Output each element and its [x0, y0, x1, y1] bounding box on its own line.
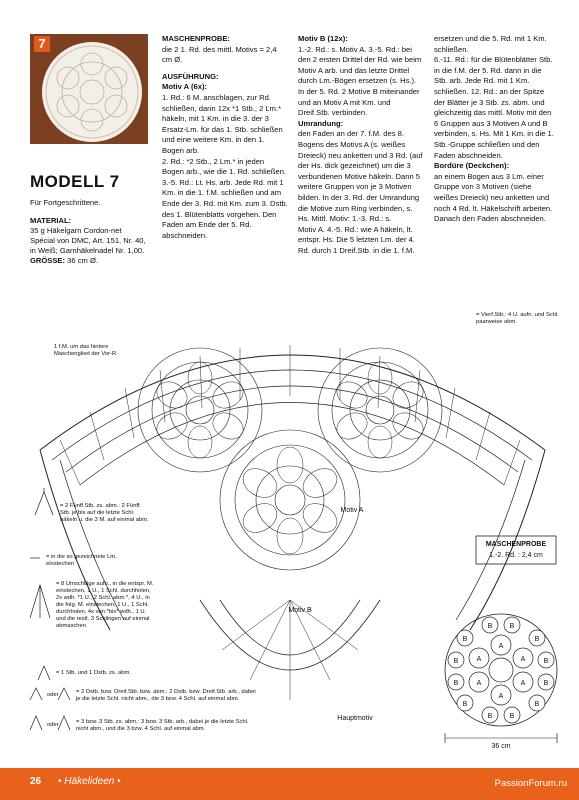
note-stb-dstb: = 1 Stb. und 1 Dstb. zs. abm. — [56, 670, 131, 676]
mini-label-b2: B — [509, 623, 515, 630]
page-footer — [0, 768, 579, 800]
site-watermark: PassionForum.ru — [494, 778, 567, 789]
note-insert-chain: = in die so gezeichnete Lm. einstechen — [46, 554, 117, 567]
material-text: 35 g Häkelgarn Cordon-net Spécial von DMC, Art. 151, Nr. 40, in Weiß; Garnhäkelnadel Nr. 1,00. — [30, 226, 146, 255]
gauge-text: die 2 1. Rd. des mittl. Motivs = 2,4 cm Ø. — [162, 44, 277, 65]
main-motif-label: Hauptmotiv — [337, 715, 373, 722]
size-label: GRÖSSE: — [30, 256, 66, 265]
motif-a-heading: Motiv A (6x): — [162, 82, 207, 92]
instructions-column-3 — [434, 34, 556, 225]
mini-label-b9: B — [462, 701, 468, 708]
doily-photo — [30, 34, 148, 144]
page-number: 26 — [30, 776, 42, 787]
mini-label-b3: B — [534, 636, 540, 643]
mini-label-a2: A — [520, 656, 526, 663]
continuation-text: ersetzen und die 5. Rd. mit 1 Km. schließen. — [434, 34, 547, 54]
mini-label-a3: A — [520, 680, 526, 687]
petal-rounds-text: 6.-11. Rd.: für die Blütenblätter Stb. in die f.M. der 5. Rd. dann in die Stb. arb. Jede Rd. mit 1 Km. schließen. 12. Rd.: an der Spitze der Blätter je 3 Stb. zs. abm. und gleichzeitig das mittl. Motiv mit den 6 Gruppen aus 3 Motiven A und B verbinden, s. Hs. Mit 1 Km. in die 1. Stb.-Gruppe schließen und den Faden abschneiden. — [434, 55, 554, 160]
note-or-2: oder — [47, 722, 59, 728]
motif-a-rounds-3-5: 3.-5. Rd.: Lt. Hs. arb. Jede Rd. mit 1 Km. in die 1. f.M. schließen und am Ende der 3. Rd. mit Km. zum 3. Dstb. des 1. Blütenblatts vorgehen. Den Faden am Ende der 5. Rd. abschneiden. — [162, 177, 288, 240]
edging-heading: Bordüre (Deckchen): — [434, 161, 510, 171]
mini-label-b1: B — [487, 623, 493, 630]
crochet-chart — [0, 300, 579, 770]
mini-label-b8: B — [487, 713, 493, 720]
mini-label-b4: B — [543, 658, 549, 665]
note-dstb-together: = 2 Dstb. bzw. Dreif.Stb. bzw. abm.: 2 Dstb. bzw. Dreif.Stb. arb., dabei je die letzte Schl. nicht abm., die 3 bzw. 4 Schl. auf einmal abm. — [76, 689, 256, 702]
instructions-column-2 — [298, 34, 424, 256]
motif-b-heading: Motiv B (12x): — [298, 34, 348, 43]
gauge-heading: MASCHENPROBE: — [162, 34, 230, 43]
center-motif-text: Motiv A. 4.-5. Rd.: wie A häkeln, lt. entspr. Hs. Die 5 letzten Lm. der 4. Rd. durch 1 Dreif.Stb. in die 1. f.M. — [298, 224, 415, 255]
border-heading: Umrandung: — [298, 118, 344, 128]
edging-text: an einem Bogen aus 3 Lm. einer Gruppe von 3 Motiven (siehe weißes Dreieck) neu anketten und noch 4 Rd. lt. Häkelschrift arbeiten. Danach den Faden abschneiden. — [434, 171, 553, 224]
motif-a-round-2: 2. Rd.: *2 Stb., 2 Lm.* in jeden Bogen arb., wie die 1. Rd. schließen. — [162, 156, 287, 177]
motif-a-round-1: 1. Rd.: 6 M. anschlagen, zur Rd. schließen, darin 12x *1 Stb., 2 Lm.* häkeln, mit 1 Km. in die 3. der 3 Ersatz-Lm. für das 1. Stb. schließen und eine weitere Km. in den 1. Bogen arb. — [162, 92, 283, 155]
mini-dimension-label: 36 cm — [491, 743, 511, 750]
note-quadruple-stitch: = Vierf.Stb.: 4 U. aufn. und Schl. paarweise abm. — [476, 312, 559, 325]
note-two-fivefold: = 2 Fünff.Stb. zs. abm.: 2 Fünff. Stb. je bis auf die letzte Schl. häkeln u. die 3 M. auf einmal abm. — [60, 503, 149, 523]
material-label: MATERIAL: — [30, 216, 72, 225]
mini-label-b6: B — [534, 701, 540, 708]
instructions-column-1 — [162, 34, 288, 241]
audience-text: Für Fortgeschrittene. — [30, 198, 101, 207]
size-text: 36 cm Ø. — [67, 256, 98, 265]
model-title: MODELL 7 — [30, 172, 120, 191]
border-text: den Faden an der 7. f.M. des 8. Bogens des Motivs A (s. weißes Dreieck) neu anketten und 3 Rd. (auf der Hs. dick gezeichnet) um die 3 verbundenen Motive häkeln. Dann 5 weitere Gruppen von je 3 Motiven bilden. In der 3. Rd. der Umrandung die Motive zum Ring verbinden, s. Hs. Mittl. Motiv: 1.-3. Rd.: s. — [298, 129, 423, 224]
mini-label-b10: B — [453, 680, 459, 687]
mini-label-a6: A — [476, 656, 482, 663]
gauge-box-text: 1.-2. Rd. : 2,4 cm — [489, 552, 543, 559]
mini-label-b11: B — [453, 658, 459, 665]
gauge-box-title: MASCHENPROBE — [485, 541, 547, 548]
mini-label-b12: B — [462, 636, 468, 643]
note-or-1: oder — [47, 692, 59, 698]
mini-label-a5: A — [476, 680, 482, 687]
motif-a-label: Motiv A — [340, 507, 364, 514]
note-front-loop: 1 f.M. um das hintere Maschenglied der Vor-R. — [54, 344, 118, 357]
mini-label-a4: A — [498, 693, 504, 700]
note-eight-wraps: = 8 Umschläge aufn., in die entspr. M. einstechen, 1 U., 1 Schl. durchholen, 2x wdh. *1 U., 2 Schl. abm.*, 4 U., in die folg. M. einstechen, 1 U., 1 Schl. durchholen, 4x von *bis* wdh., 1 U. und die restl. 3 Schlingen auf einmal abmaschen — [56, 581, 154, 629]
motif-b-text: 1.-2. Rd.: s. Motiv A. 3.-5. Rd.: bei den 2 ersten Drittel der Rd. wie beim Motiv A arb. und das letzte Drittel durch Lm.-Bögen ersetzen (s. Hs.). In der 5. Rd. 2 Motive B miteinander und an Motiv A mit Km. und Dreif.Stb. verbinden. — [298, 44, 422, 118]
magazine-name: • Häkelideen • — [58, 776, 121, 787]
model-intro — [30, 198, 148, 266]
note-stb-together: = 3 bzw. 3 Stb. zs. abm.: 3 bzw. 3 Stb. arb., dabei je die letzte Schl. nicht abm., und die 3 bzw. 4 Schl. auf einmal abm. — [76, 719, 249, 732]
model-number-badge: 7 — [34, 36, 50, 52]
mini-label-b5: B — [543, 680, 549, 687]
mini-label-a1: A — [498, 643, 504, 650]
execution-heading: AUSFÜHRUNG: — [162, 71, 219, 81]
motif-b-label: Motiv B — [288, 607, 312, 614]
mini-label-b7: B — [509, 713, 515, 720]
